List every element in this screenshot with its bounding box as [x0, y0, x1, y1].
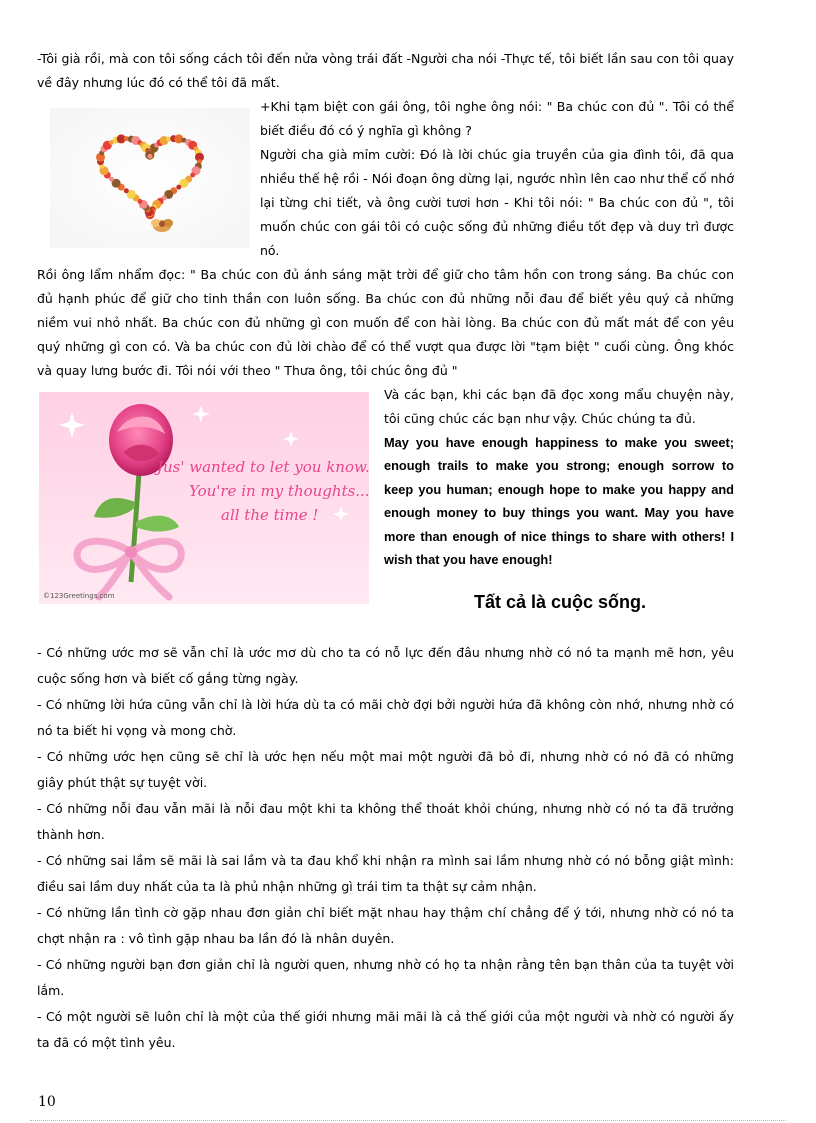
footer-divider: [30, 1120, 786, 1121]
card-text-line2: You're in my thoughts...: [189, 482, 369, 500]
english-wish-paragraph: May you have enough happiness to make you sweet; enough trails to make you strong; enough sorrow to keep you human; enough hope to make you happy and enough money to buy things you want. May you have more than enough of nice things to share with others! I wish that you have enough!: [384, 435, 734, 568]
list-item: - Có những người bạn đơn giản chỉ là người quen, nhưng nhờ có họ ta nhận rằng tên bạn thân của ta tuyệt vời lắm.: [37, 957, 734, 998]
list-item: - Có những sai lầm sẽ mãi là sai lầm và ta đau khổ khi nhận ra mình sai lầm nhưng nhờ có nó bỗng giật mình: điều sai lầm duy nhất của ta là phủ nhận những gì trái tim ta thật sự cảm nhận.: [37, 853, 734, 894]
rose-card-svg: [39, 392, 369, 604]
petal: [124, 188, 129, 193]
section-heading: Tất cả là cuộc sống.: [473, 592, 647, 612]
intro-paragraph-2: +Khi tạm biệt con gái ông, tôi nghe ông nói: " Ba chúc con đủ ". Tôi có thể biết điều đó có ý nghĩa gì không ?: [260, 99, 734, 138]
list-item: - Có những ước mơ sẽ vẫn chỉ là ước mơ dù cho ta có nỗ lực đến đâu nhưng nhờ có nó ta mạnh mẽ hơn, yêu cuộc sống hơn và biết cố gắng từng ngày.: [37, 645, 734, 686]
card-text-line1: Jus' wanted to let you know...: [157, 458, 369, 476]
list-item: - Có những ước hẹn cũng sẽ chỉ là ước hẹn nếu một mai một người đã bỏ đi, nhưng nhờ có nó đã có những giây phút thật sự tuyệt vời.: [37, 749, 734, 790]
list-item: - Có những lời hứa cũng vẫn chỉ là lời hứa dù ta có mãi chờ đợi bởi người hứa đã không còn nhớ, nhưng nhờ có nó ta biết hi vọng và mong chờ.: [37, 697, 734, 738]
list-item: - Có những lần tình cờ gặp nhau đơn giản chỉ biết mặt nhau hay thậm chí chẳng để ý tới, nhưng nhờ có nó ta chợt nhận ra : vô tình gặp nhau ba lần đó là nhân duyên.: [37, 905, 734, 946]
list-item: - Có những nỗi đau vẫn mãi là nỗi đau một khi ta không thể thoát khỏi chúng, nhưng nhờ có nó ta đã trưởng thành hơn.: [37, 801, 734, 842]
intro-paragraph-1: -Tôi già rồi, mà con tôi sống cách tôi đến nửa vòng trái đất -Người cha nói -Thực tế, tôi biết lần sau con tôi quay về đây nhưng lúc đó có thể tôi đã mất.: [37, 51, 734, 90]
heart-flower-svg: [50, 108, 250, 248]
page-number: 10: [38, 1094, 56, 1110]
petal: [176, 185, 181, 190]
intro-paragraph-5: Và các bạn, khi các bạn đã đọc xong mẩu chuyện này, tôi cũng chúc các bạn như vậy. Chúc chúng ta đủ.: [384, 387, 734, 426]
intro-paragraph-4: Rồi ông lẩm nhẩm đọc: " Ba chúc con đủ ánh sáng mặt trời để giữ cho tâm hồn con trong sáng. Ba chúc con đủ hạnh phúc để giữ cho tinh thần con luôn sống. Ba chúc con đủ những nỗi đau để biết yêu quý cả những niềm vui nhỏ nhất. Ba chúc con đủ những gì con muốn để con hài lòng. Ba chúc con đủ mất mát để con yêu quý những gì con có. Và ba chúc con đủ lời chào để có thể vượt qua được lời "tạm biệt " cuối cùng. Ông khóc và quay lưng bước đi. Tôi nói với theo " Thưa ông, tôi chúc ông đủ ": [37, 267, 734, 378]
list-item: - Có một người sẽ luôn chỉ là một của thế giới nhưng mãi mãi là cả thế giới của một người và nhờ có người ấy ta đã có một tình yêu.: [37, 1009, 734, 1050]
card-credit: ©123Greetings.com: [43, 592, 115, 600]
heart-flower-image: [50, 108, 250, 248]
card-text-line3: all the time !: [221, 506, 319, 524]
petal: [148, 154, 153, 159]
rose-greeting-card: [39, 392, 369, 604]
intro-paragraph-3: Người cha già mỉm cười: Đó là lời chúc gia truyền của gia đình tôi, đã qua nhiều thế hệ rồi - Nói đoạn ông dừng lại, ngước nhìn lên cao như thể cố nhớ lại từng chi tiết, và ông cười tươi hơn - Khi tôi nói: " Ba chúc con đủ ", tôi muốn chúc con gái tôi có cuộc sống đủ những điều tốt đẹp và duy trì được nó.: [260, 147, 734, 258]
life-items-list: [37, 640, 734, 1056]
